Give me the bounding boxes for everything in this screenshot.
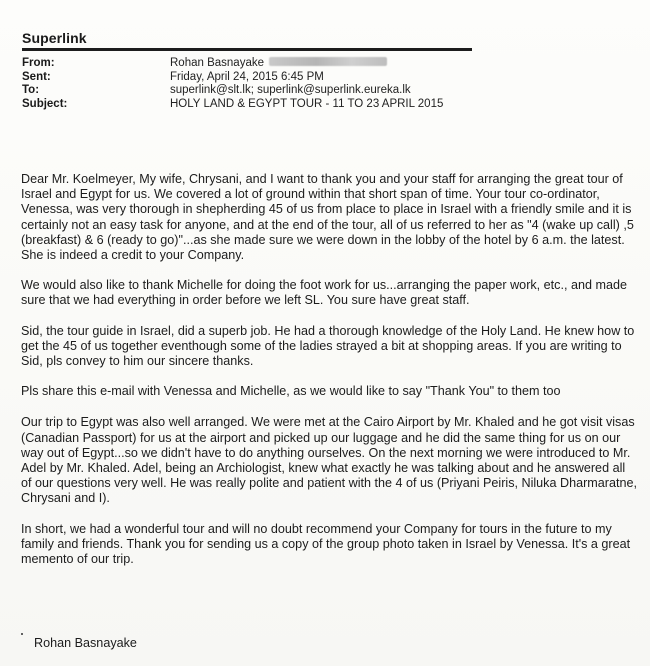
header-row-subject bbox=[22, 98, 443, 112]
to-value: superlink@slt.lk; superlink@superlink.eureka.lk bbox=[170, 84, 411, 96]
scan-speck bbox=[21, 633, 23, 635]
from-value: Rohan Basnayake bbox=[170, 57, 264, 69]
header-divider bbox=[22, 48, 472, 51]
to-label: To: bbox=[22, 84, 40, 96]
body-paragraph-sid: Sid, the tour guide in Israel, did a superb job. He had a thorough knowledge of the Holy Land. He knew how to get the 45 of us together eventhough some of the ladies strayed a bit at shopping areas. If you are writing to Sid, pls convey to him our sincere thanks. bbox=[21, 323, 635, 369]
body-paragraph-share: Pls share this e-mail with Venessa and Michelle, as we would like to say "Thank You" to them too bbox=[21, 384, 561, 399]
subject-value: HOLY LAND & EGYPT TOUR - 11 TO 23 APRIL 2015 bbox=[170, 97, 444, 110]
redacted-email-address bbox=[269, 57, 387, 66]
header-row-to bbox=[22, 84, 443, 98]
subject-label: Subject: bbox=[22, 97, 68, 110]
header-row-sent bbox=[22, 71, 443, 85]
sent-value: Friday, April 24, 2015 6:45 PM bbox=[170, 70, 324, 83]
from-label: From: bbox=[22, 57, 55, 69]
body-paragraph-closing: In short, we had a wonderful tour and will no doubt recommend your Company for tours in the future to my family and friends. Thank you for sending us a copy of the group photo taken in Israel by Venessa. It's a great memento of our trip. bbox=[21, 521, 631, 567]
email-header bbox=[22, 57, 443, 111]
body-paragraph-egypt: Our trip to Egypt was also well arranged. We were met at the Cairo Airport by Mr. Khaled and he got visit visas (Canadian Passport) for us at the airport and picked up our luggage and he did the same thing for us on our way out of Egypt...so we didn't have to do anything ourselves. On the next morning we were introduced to Mr. Adel by Mr. Khaled. Adel, being an Archiologist, knew what exactly he was talking about and he answered all of our questions very well. He was really polite and patient with the 4 of us (Priyani Peiris, Niluka Dharmaratne, Chrysani and I). bbox=[21, 415, 637, 506]
header-row-from bbox=[22, 57, 443, 71]
organization-name: Superlink bbox=[22, 30, 87, 46]
email-body bbox=[21, 172, 637, 582]
signature: Rohan Basnayake bbox=[34, 636, 137, 650]
sent-label: Sent: bbox=[22, 70, 51, 83]
body-paragraph-greeting: Dear Mr. Koelmeyer, My wife, Chrysani, and I want to thank you and your staff for arranging the great tour of Israel and Egypt for us. We covered a lot of ground within that short span of time. Your tour co-ordinator, Venessa, was very thorough in shepherding 45 of us from place to place in Israel with a friendly smile and it is certainly not an easy task for anyone, and at the end of the tour, all of us referred to her as "4 (wake up call) ,5 (breakfast) & 6 (ready to go)"...as she made sure we were down in the lobby of the hotel by 6 a.m. the latest. She is indeed a credit to your Company. bbox=[21, 172, 634, 263]
body-paragraph-michelle: We would also like to thank Michelle for doing the foot work for us...arranging the paper work, etc., and made sure that we had everything in order before we left SL. You sure have great staff. bbox=[21, 278, 627, 308]
